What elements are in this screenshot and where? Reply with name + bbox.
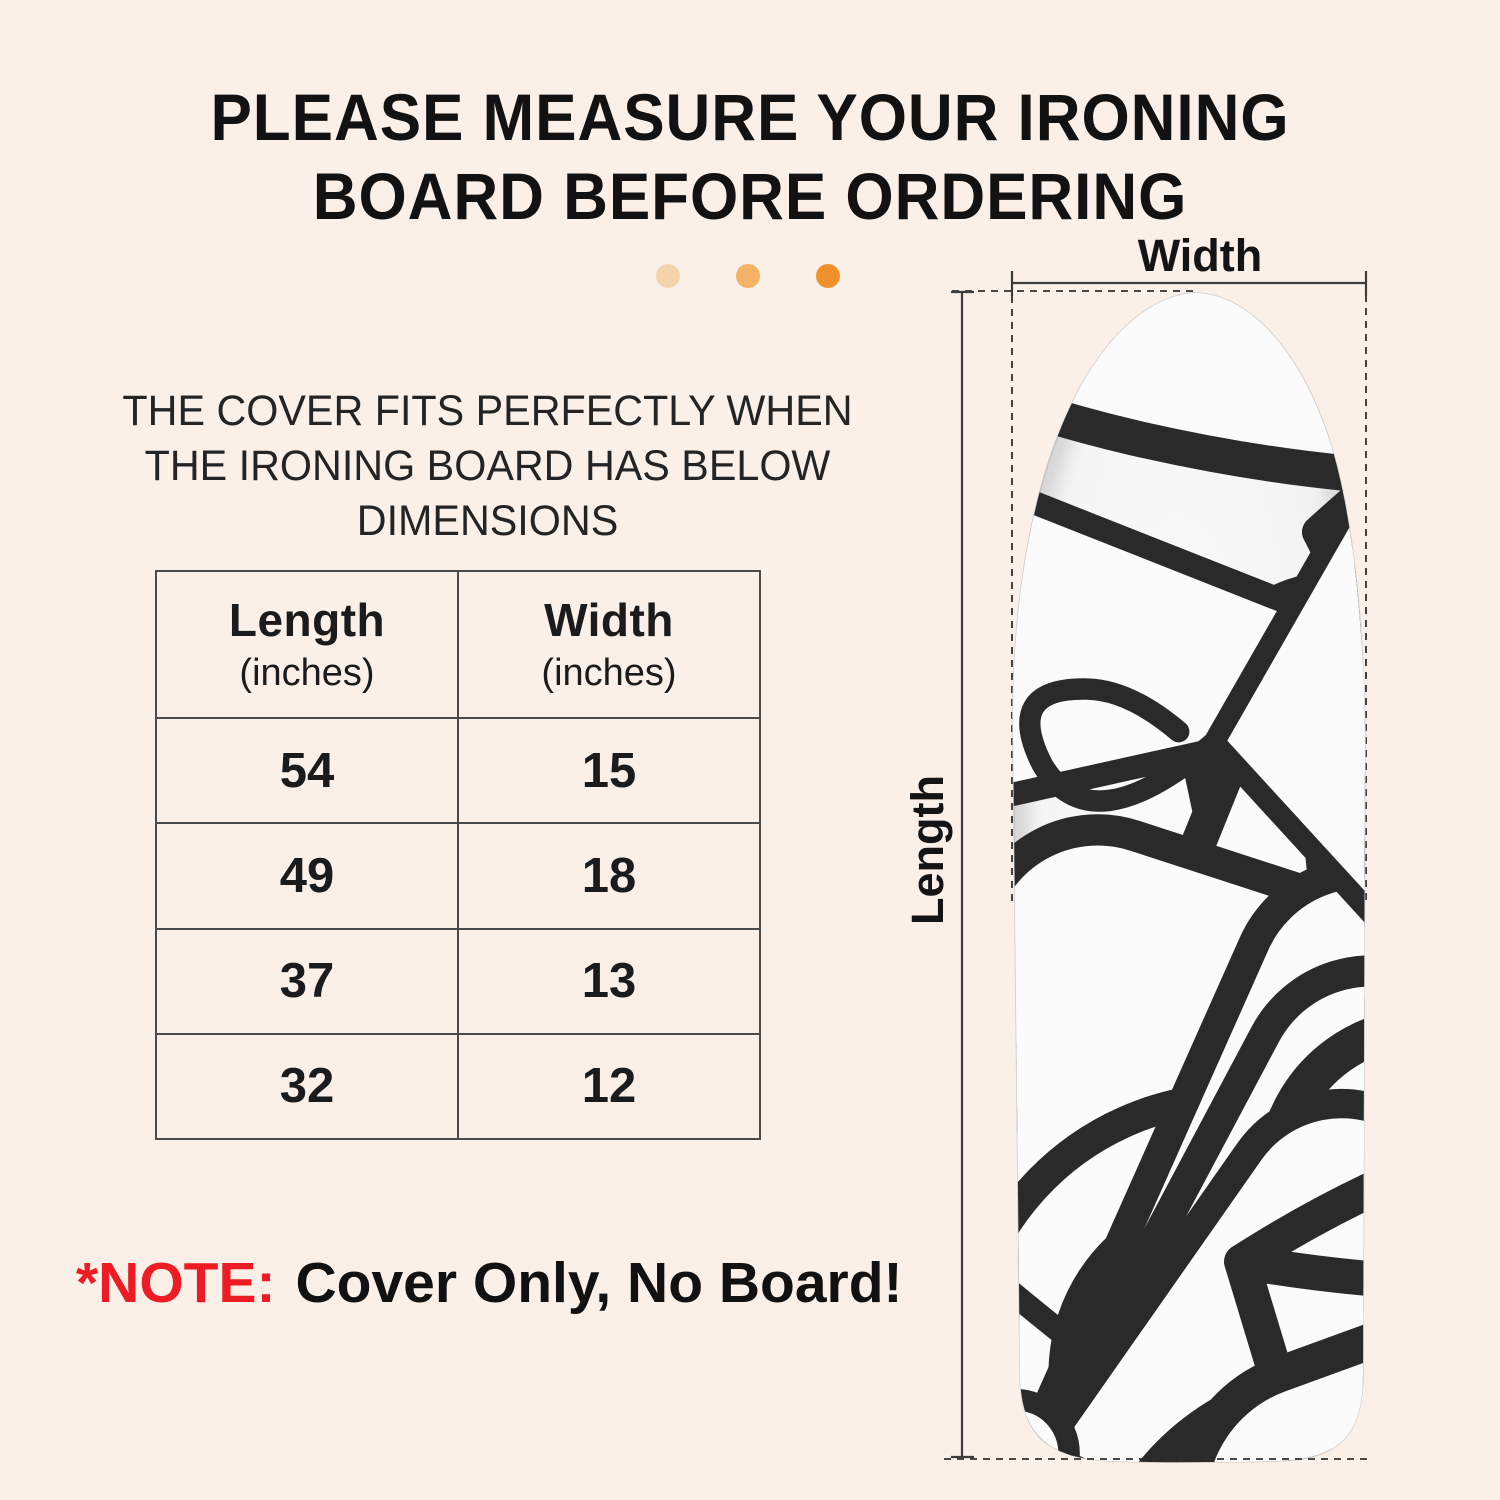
page-title-line2: BOARD BEFORE ORDERING	[312, 159, 1188, 233]
clothespin-icon	[558, 1143, 951, 1500]
length-value: 32	[156, 1034, 458, 1139]
intro-line2: THE IRONING BOARD HAS BELOW DIMENSIONS	[144, 442, 831, 545]
column-unit: (inches)	[239, 651, 375, 694]
length-dimension-line	[951, 292, 974, 1457]
laundry-basket-icon	[1261, 1481, 1500, 1500]
column-unit: (inches)	[541, 651, 677, 694]
intro-line1: THE COVER FITS PERFECTLY WHEN	[122, 387, 853, 435]
clothes-hanger-icon	[1357, 904, 1500, 1500]
length-dimension-label: Length	[902, 775, 953, 925]
iron-icon	[118, 0, 1500, 369]
clothespin-icon	[1411, 161, 1500, 852]
width-dimension-label: Width	[1137, 230, 1263, 281]
note-prefix: *NOTE:	[76, 1251, 276, 1315]
length-value: 54	[156, 718, 458, 823]
clothespin-icon	[1375, 744, 1500, 1294]
page-title-line1: PLEASE MEASURE YOUR IRONING	[210, 80, 1290, 154]
length-value: 37	[156, 929, 458, 1034]
iron-icon	[1346, 1043, 1500, 1500]
width-value: 13	[458, 929, 760, 1034]
width-value: 18	[458, 823, 760, 928]
column-label: Width	[544, 593, 674, 646]
clothes-hanger-icon	[1390, 659, 1500, 1373]
laundry-basket-icon	[1344, 576, 1500, 1500]
width-value: 12	[458, 1034, 760, 1139]
clothespin-icon	[623, 1303, 1078, 1500]
width-value: 15	[458, 718, 760, 823]
washing-machine-icon	[1408, 606, 1500, 1500]
column-label: Length	[228, 593, 386, 646]
length-value: 49	[156, 823, 458, 928]
power-cord-icon	[307, 1299, 840, 1500]
note-text: Cover Only, No Board!	[295, 1251, 903, 1315]
iron-icon	[0, 668, 1148, 1500]
clothespin-icon	[1411, 1065, 1500, 1500]
